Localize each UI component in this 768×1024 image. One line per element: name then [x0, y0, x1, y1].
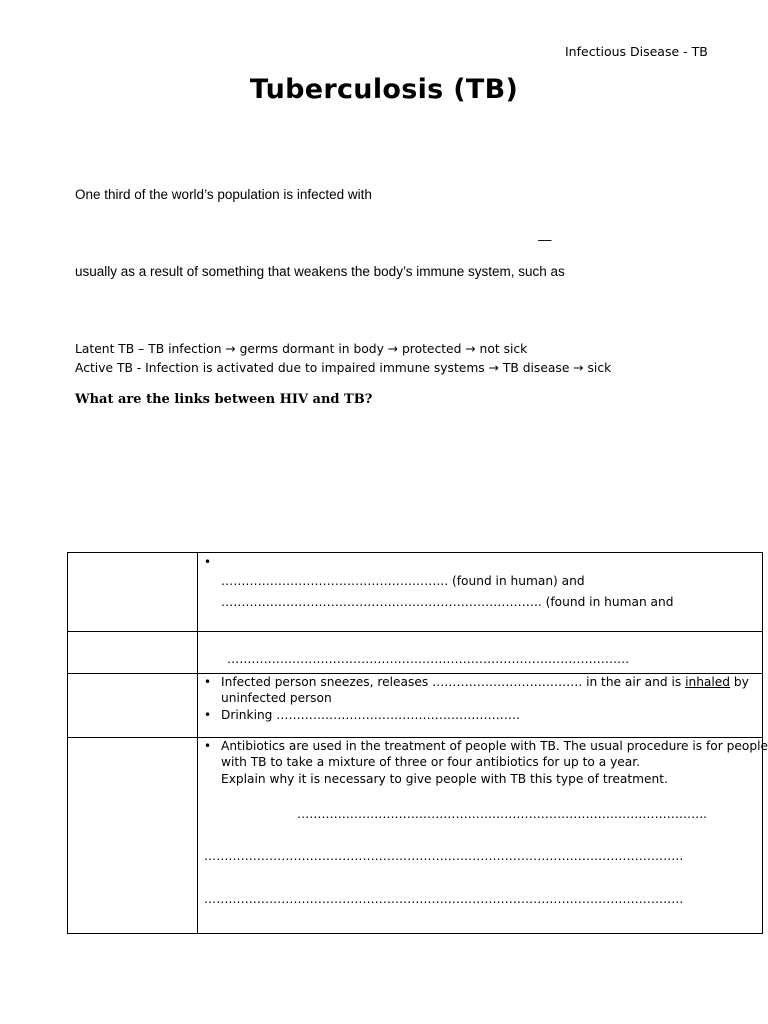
worksheet-table — [67, 552, 768, 934]
transmission-item-drinking[interactable]: Drinking …………………………………………………… — [221, 708, 521, 722]
bullet-icon: • — [204, 555, 212, 569]
transmission-item-sneeze-cont: uninfected person — [221, 691, 332, 705]
active-tb-definition: Active TB - Infection is activated due to impaired immune systems → TB disease → sick — [75, 361, 612, 375]
table-column-divider — [197, 553, 198, 933]
answer-line-2[interactable]: ………………………………………………………………………………………………………. — [204, 849, 684, 863]
latent-tb-definition: Latent TB – TB infection → germs dormant in body → protected → not sick — [75, 342, 528, 356]
table-row-divider — [68, 673, 762, 674]
bullet-icon: • — [204, 739, 212, 753]
transmission-item-sneeze — [221, 675, 749, 689]
answer-line-3[interactable]: ………………………………………………………………………………………………………. — [204, 892, 684, 906]
answer-line-1[interactable]: ……………………………………………………………………………………….. — [297, 807, 707, 821]
antibiotics-question: Explain why it is necessary to give people with TB this type of treatment. — [221, 772, 668, 786]
bullet-icon: • — [204, 675, 212, 689]
page-title: Tuberculosis (TB) — [249, 74, 519, 105]
intro-line-1: One third of the world’s population is infected with — [75, 187, 372, 202]
row1-blank-line-1[interactable]: ……………………………………………….. (found in human) and — [221, 574, 585, 588]
row1-blank-line-2[interactable]: ……………………………………………………………………. (found in human and — [221, 595, 674, 609]
sneeze-text-a: Infected person sneezes, releases ………………………………. in the air and is — [221, 675, 686, 689]
intro-line-2: usually as a result of something that weakens the body’s immune system, such as — [75, 264, 565, 279]
antibiotics-line-2: with TB to take a mixture of three or four antibiotics for up to a year. — [221, 755, 641, 769]
blank-dash: — — [538, 232, 552, 247]
hiv-tb-question: What are the links between HIV and TB? — [75, 392, 373, 407]
row2-blank-line[interactable]: ……………………………………………………………………………………… — [227, 652, 630, 666]
inhaled-word: inhaled — [685, 675, 731, 689]
sneeze-text-b: by — [730, 675, 749, 689]
table-row-divider — [68, 737, 762, 738]
table-row-divider — [68, 631, 762, 632]
document-header-label: Infectious Disease - TB — [565, 44, 708, 59]
bullet-icon: • — [204, 708, 212, 722]
antibiotics-line-1: Antibiotics are used in the treatment of people with TB. The usual procedure is for people — [221, 739, 768, 753]
